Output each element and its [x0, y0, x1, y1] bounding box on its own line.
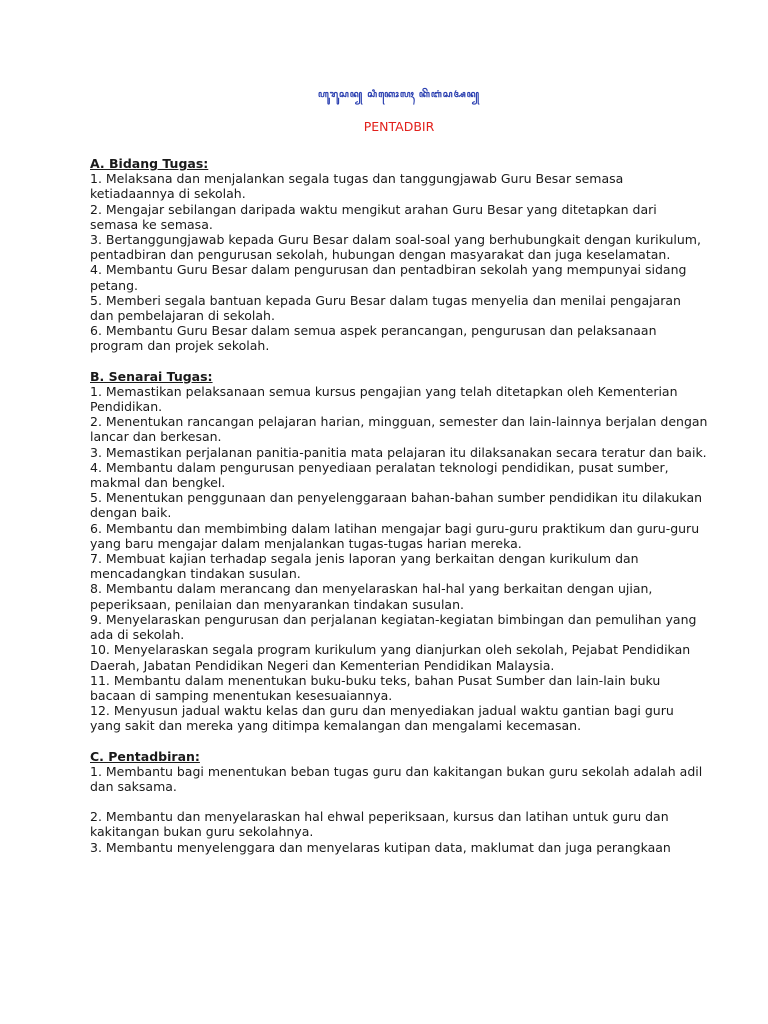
list-item: 9. Menyelaraskan pengurusan dan perjalanan kegiatan-kegiatan bimbingan dan pemulihan yang ada di sekolah. [90, 611, 697, 643]
list-item: 1. Memastikan pelaksanaan semua kursus pengajian yang telah ditetapkan oleh Kementerian Pendidikan. [90, 383, 678, 415]
section-heading: B. Senarai Tugas: [90, 368, 213, 384]
list-item: 2. Menentukan rancangan pelajaran harian, mingguan, semester dan lain-lainnya berjalan dengan lancar dan berkesan. [90, 414, 708, 445]
document-title: PENTADBIR [363, 119, 435, 134]
list-item: 12. Menyusun jadual waktu kelas dan guru dan menyediakan jadual waktu gantian bagi guru yang sakit dan mereka yang ditimpa kemalangan dan mengalami kecemasan. [90, 703, 674, 734]
list-item: 1. Membantu bagi menentukan beban tugas guru dan kakitangan bukan guru sekolah adalah adil dan saksama. [90, 763, 703, 794]
section-heading: C. Pentadbiran: [90, 748, 200, 764]
list-item: 7. Membuat kajian terhadap segala jenis laporan yang berkaitan dengan kurikulum dan mencadangkan tindakan susulan. [90, 551, 639, 582]
list-item: 5. Memberi segala bantuan kepada Guru Besar dalam tugas menyelia dan menilai pengajaran dan pembelajaran di sekolah. [90, 292, 681, 324]
list-item: 4. Membantu Guru Besar dalam pengurusan dan pentadbiran sekolah yang mempunyai sidang petang. [90, 262, 687, 293]
list-item: 2. Mengajar sebilangan daripada waktu mengikut arahan Guru Besar yang ditetapkan dari semasa ke semasa. [90, 201, 657, 232]
list-item: 2. Membantu dan menyelaraskan hal ehwal peperiksaan, kursus dan latihan untuk guru dan kakitangan bukan guru sekolahnya. [90, 809, 669, 840]
list-item: 10. Menyelaraskan segala program kurikulum yang dianjurkan oleh sekolah, Pejabat Pendidikan Daerah, Jabatan Pendidikan Negeri dan Kementerian Pendidikan Malaysia. [90, 642, 691, 673]
section-senarai-tugas [90, 369, 708, 734]
list-item: 3. Membantu menyelenggara dan menyelaras kutipan data, maklumat dan juga perangkaan [90, 839, 671, 855]
list-item: 1. Melaksana dan menjalankan segala tugas dan tanggungjawab Guru Besar semasa ketiadaannya di sekolah. [90, 171, 624, 202]
section-pentadbiran [90, 749, 708, 855]
list-item: 3. Bertanggungjawab kepada Guru Besar dalam soal-soal yang berhubungkait dengan kurikulum, pentadbiran dan pengurusan sekolah, hubungan dengan masyarakat dan juga keselamatan. [90, 232, 701, 263]
list-item: 3. Memastikan perjalanan panitia-panitia mata pelajaran itu dilaksanakan secara teratur dan baik. [90, 444, 707, 460]
list-item: 6. Membantu dan membimbing dalam latihan mengajar bagi guru-guru praktikum dan guru-guru yang baru mengajar dalam menjalankan tugas-tugas harian mereka. [90, 520, 700, 551]
list-item: 6. Membantu Guru Besar dalam semua aspek perancangan, pengurusan dan pelaksanaan program dan projek sekolah. [90, 323, 657, 354]
section-heading: A. Bidang Tugas: [90, 156, 209, 171]
list-item: 8. Membantu dalam merancang dan menyelaraskan hal-hal yang berkaitan dengan ujian, peperiksaan, penilaian dan menyarankan tindakan susulan. [90, 581, 653, 612]
section-bidang-tugas [90, 156, 708, 354]
decorative-header: ꦲꦸꦫꦸꦱꦤ꧀ ꦱꦶꦏꦺꦴꦭꦃ ꦏꦼꦧꦁꦱꦄꦤ꧀ [317, 90, 481, 100]
list-item: 11. Membantu dalam menentukan buku-buku teks, bahan Pusat Sumber dan lain-lain buku bacaan di samping menentukan kesesuaiannya. [90, 672, 661, 703]
list-item: 5. Menentukan penggunaan dan penyelenggaraan bahan-bahan sumber pendidikan itu dilakukan dengan baik. [90, 490, 703, 521]
list-item: 4. Membantu dalam pengurusan penyediaan peralatan teknologi pendidikan, pusat sumber, makmal dan bengkel. [90, 459, 669, 491]
